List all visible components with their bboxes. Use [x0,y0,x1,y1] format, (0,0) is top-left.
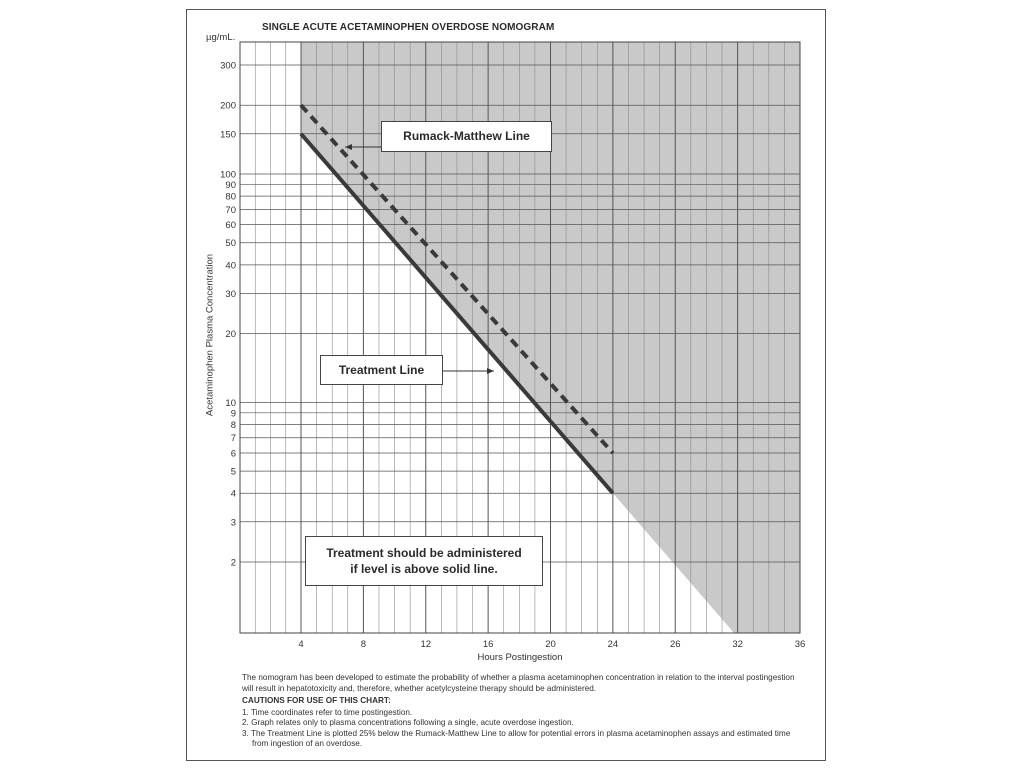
y-tick-label: 90 [225,179,236,191]
caution-item-1: 1. Time coordinates refer to time postingestion. [242,707,413,717]
y-tick-label: 80 [225,191,236,203]
y-tick-label: 4 [230,488,236,500]
administer-note-line2: if level is above solid line. [350,562,498,576]
caution-list [242,708,802,750]
y-tick-label: 10 [225,397,236,409]
y-tick-label: 2 [230,557,236,569]
footer-notes [242,673,802,750]
x-tick-label: 20 [545,639,556,650]
x-tick-label: 12 [420,639,432,650]
y-tick-label: 60 [225,220,236,232]
x-tick-label: 24 [607,639,619,650]
treatment-arrow-head [487,368,494,374]
y-tick-label: 7 [230,433,236,445]
y-tick-label: 50 [225,238,236,250]
y-tick-label: 70 [225,204,236,216]
administer-note-line1: Treatment should be administered [326,546,522,560]
y-tick-label: 150 [220,129,236,141]
footer-description: The nomogram has been developed to estimate the probability of whether a plasma acetaminophen concentration in relation to the interval postingestion will result in hepatotoxicity and, therefore, whether acetylcysteine therapy should be administered. [242,673,795,693]
x-tick-label: 32 [732,639,743,650]
caution-title: CAUTIONS FOR USE OF THIS CHART: [242,696,391,705]
y-tick-label: 8 [230,419,236,431]
chart-title: SINGLE ACUTE ACETAMINOPHEN OVERDOSE NOMOGRAM [262,22,555,33]
y-tick-label: 20 [225,329,236,341]
x-tick-label: 8 [360,639,367,650]
x-tick-label: 36 [794,639,806,650]
rumack-matthew-label: Rumack-Matthew Line [381,121,552,152]
caution-item-2: 2. Graph relates only to plasma concentrations following a single, acute overdose ingestion. [242,718,574,727]
y-tick-label: 40 [225,260,236,272]
x-tick-label: 4 [298,639,304,650]
x-tick-label: 26 [669,639,681,650]
caution-item-3: 3. The Treatment Line is plotted 25% below the Rumack-Matthew Line to allow for potential errors in plasma acetaminophen assays and estimated time from ingestion of an overdose. [242,728,791,748]
treatment-line-label: Treatment Line [320,355,443,385]
y-tick-label: 200 [220,100,236,112]
y-tick-label: 5 [230,466,236,478]
y-unit-label: µg/mL. [206,32,236,43]
y-tick-label: 9 [230,408,236,420]
y-tick-label: 100 [220,169,236,181]
x-axis-label: Hours Postingestion [477,652,563,663]
administer-note [305,536,543,586]
y-tick-label: 300 [220,60,236,72]
x-tick-label: 16 [482,639,494,650]
y-tick-label: 30 [225,288,236,300]
y-tick-label: 6 [230,448,236,460]
y-tick-label: 3 [230,517,236,529]
y-axis-label: Acetaminophen Plasma Concentration [204,253,216,417]
